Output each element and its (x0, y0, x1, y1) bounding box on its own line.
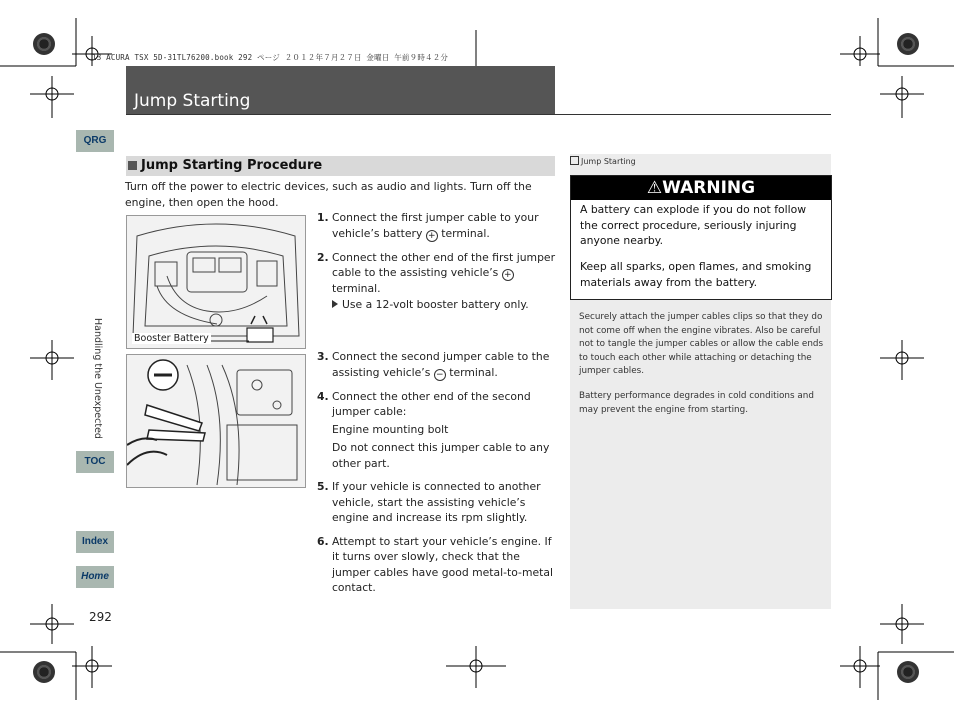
step-4-sub2: Do not connect this jumper cable to any other part. (332, 441, 550, 470)
warning-triangle-icon: ⚠ (646, 178, 663, 198)
note-cable-clips: Securely attach the jumper cables clips so that they do not come off when the engine vibrates. Also be careful not to tangle the jumper cables or allow the cable ends to touch each other while attaching or detaching the jumper cables. (579, 312, 824, 376)
cross-reference[interactable]: Jump Starting (570, 156, 636, 166)
note-cold-conditions: Battery performance degrades in cold conditions and may prevent the engine from starting. (579, 391, 814, 415)
qrg-tab[interactable]: QRG (76, 130, 114, 152)
step-5: 5. If your vehicle is connected to another vehicle, start the assisting vehicle’s engine and increase its rpm slightly. (317, 480, 541, 524)
negative-terminal-icon: − (434, 369, 446, 381)
step-4: 4. Connect the other end of the second jumper cable: Engine mounting bolt Do not connect this jumper cable to any other part. (317, 389, 555, 472)
section-heading-bar (126, 156, 555, 176)
steps-list-a (317, 210, 555, 320)
positive-terminal-icon: + (426, 230, 438, 242)
title-divider (126, 114, 831, 115)
home-tab[interactable]: Home (76, 566, 114, 588)
step-4-sub1: Engine mounting bolt (332, 422, 449, 436)
booster-battery-label: Booster Battery (134, 333, 209, 344)
note-arrow-icon (332, 300, 338, 308)
engine-bay-illustration (127, 216, 305, 348)
section-heading: Jump Starting Procedure (141, 158, 323, 173)
step-number: 4. (317, 389, 329, 403)
ground-connection-figure (126, 354, 306, 488)
page-title: Jump Starting (134, 91, 251, 111)
step-1: 1. Connect the first jumper cable to your vehicle’s battery + terminal. (317, 211, 539, 241)
index-tab[interactable]: Index (76, 531, 114, 553)
chapter-label: Handling the Unexpected (92, 318, 103, 439)
page-number: 292 (89, 610, 112, 624)
step-2: 2. Connect the other end of the first jumper cable to the assisting vehicle’s + terminal. Use a 12-volt booster battery only. (317, 250, 556, 311)
step-number: 5. (317, 480, 329, 493)
step-2-note: Use a 12-volt booster battery only. (342, 297, 529, 311)
engine-bay-figure (126, 215, 306, 349)
warning-header: ⚠WARNING (571, 176, 831, 200)
step-number: 2. (317, 250, 329, 264)
warning-text-1: A battery can explode if you do not follow the correct procedure, seriously injuring anyone nearby. (580, 203, 807, 247)
positive-terminal-icon: + (502, 269, 514, 281)
section-square-icon (128, 161, 137, 170)
page-title-bar (126, 66, 555, 114)
step-3: 3. Connect the second jumper cable to the assisting vehicle’s − terminal. (317, 350, 550, 380)
step-6: 6. Attempt to start your vehicle’s engine. If it turns over slowly, check that the jumper cables have good metal-to-metal contact. (317, 534, 553, 594)
step-number: 1. (317, 211, 329, 224)
intro-text: Turn off the power to electric devices, such as audio and lights. Turn off the engine, then open the hood. (125, 180, 532, 209)
reference-icon (570, 156, 579, 165)
warning-text-2: Keep all sparks, open flames, and smoking materials away from the battery. (580, 260, 812, 289)
print-header: 13 ACURA TSX 5D-31TL76200.book 292 ページ ２０１２年７月２７日 金曜日 午前９時４２分 (92, 53, 449, 62)
warning-box (570, 175, 832, 300)
ground-connection-illustration (127, 355, 305, 487)
toc-tab[interactable]: TOC (76, 451, 114, 473)
steps-list-b (317, 349, 555, 604)
step-number: 6. (317, 534, 329, 548)
step-number: 3. (317, 350, 329, 363)
